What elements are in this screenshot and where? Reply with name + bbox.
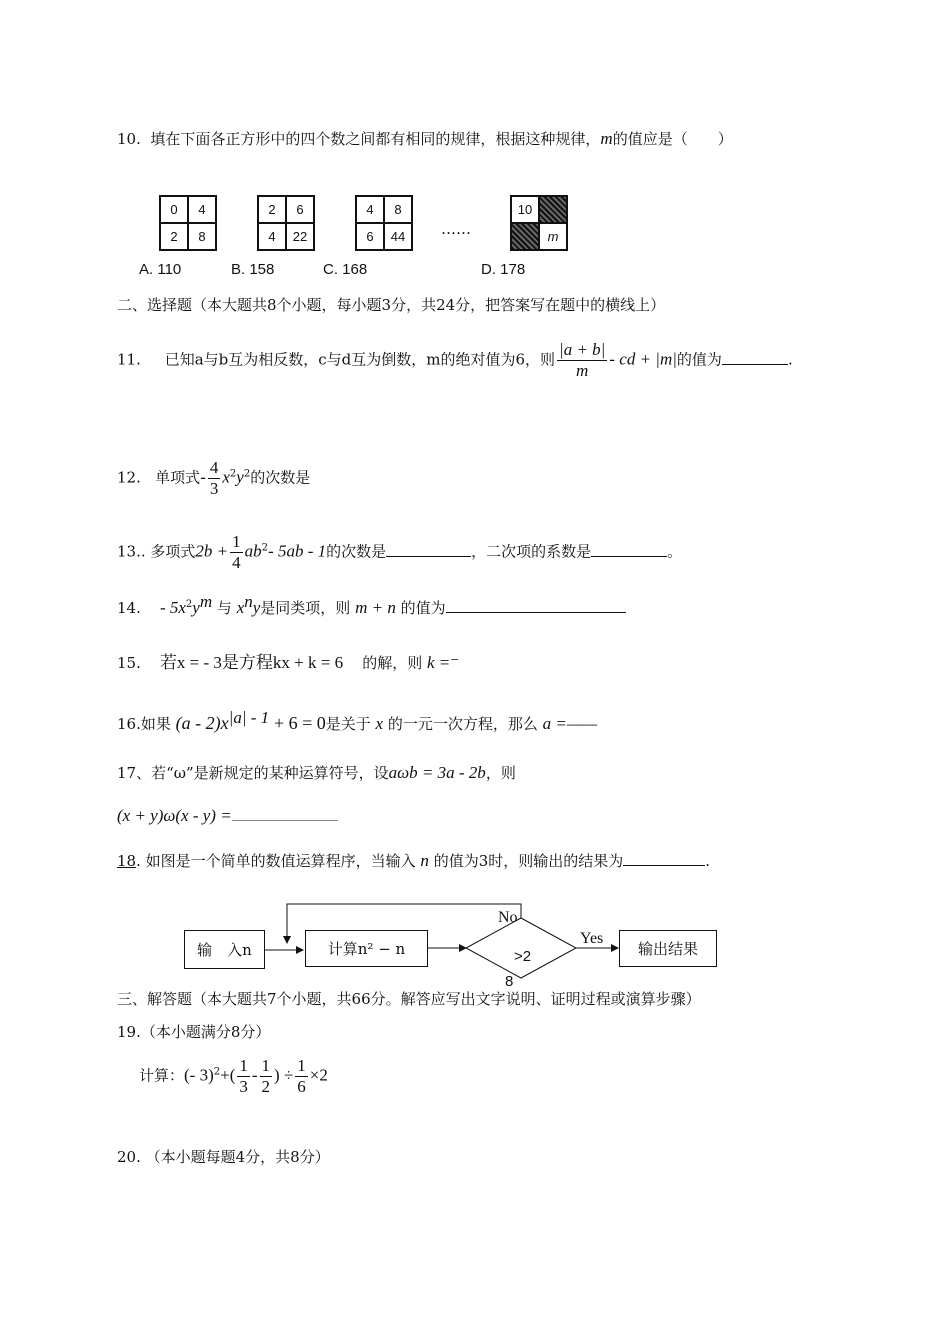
flow-input-box: 输 入n [184,930,265,969]
q19-header: 19.（本小题满分8分） [117,1023,271,1041]
q10-options: A. 110 B. 158 C. 168 D. 178 [139,261,526,278]
q15: 15. 若x = - 3是方程kx + k = 6 的解，则 k =⁻ [117,653,460,672]
flow-calc-box: 计算n² − n [305,930,428,967]
ellipsis: …… [441,220,471,238]
q17: 17、若“ω”是新规定的某种运算符号，设aωb = 3a - 2b，则 [117,763,516,782]
q14: 14. - $5x^2y^m$ 与 $x^ny$是同类项，则 m + n 的值为 [117,592,626,618]
flow-condition-label: >2 [514,948,532,965]
q16: 16.如果 $(a - 2)x^{|a| - 1} + 6 = 0$是关于 x 的一元一次方程，那么 a =—— [117,708,598,733]
flow-output-box: 输出结果 [619,930,717,967]
q11-fraction: $\frac{|a + b|}{m}$ [559,340,606,380]
square-1: 0 4 2 8 [159,195,217,251]
q10-text: 10. 填在下面各正方形中的四个数之间都有相同的规律，根据这种规律，m的值应是（ ） [117,129,733,148]
section-3-title: 三、解答题（本大题共7个小题，共66分。解答应写出文字说明、证明过程或演算步骤） [117,990,701,1008]
square-2: 2 6 4 22 [257,195,315,251]
q13: 13.. 多项式2b + $\frac{1}{4}$ $ab^2-$ 5ab - 1的次数是 ，二次项的系数是 。 [117,532,683,572]
q19-expression: 计算：(- 3)$^2$+( $\frac{1}{3}$ - $\frac{1}{2}$ ) ÷ $\frac{1}{6}$ ×2 [139,1056,328,1096]
q11: 11. 已知a与b互为相反数，c与d互为倒数，m的绝对值为6，则 $\frac{|a + b|}{m}$ - cd + |m|的值为 . [117,340,793,380]
q18: 18. 如图是一个简单的数值运算程序，当输入 n 的值为3时，则输出的结果为 . [117,851,711,870]
flow-condition-label-2: 8 [505,973,514,990]
q12: 12. 单项式- $\frac{4}{3}$ $x^2y^2$的次数是 [117,458,311,498]
flow-yes-label: Yes [580,930,604,947]
section-2-title: 二、选择题（本大题共8个小题，每小题3分，共24分，把答案写在题中的横线上） [117,296,666,314]
square-3: 4 8 6 44 [355,195,413,251]
q17-line2: (x + y)ω(x - y) = [117,806,338,826]
flow-no-label: No [498,909,518,926]
q20-header: 20. （本小题每题4分，共8分） [117,1148,330,1166]
square-4: 10 m [510,195,568,251]
